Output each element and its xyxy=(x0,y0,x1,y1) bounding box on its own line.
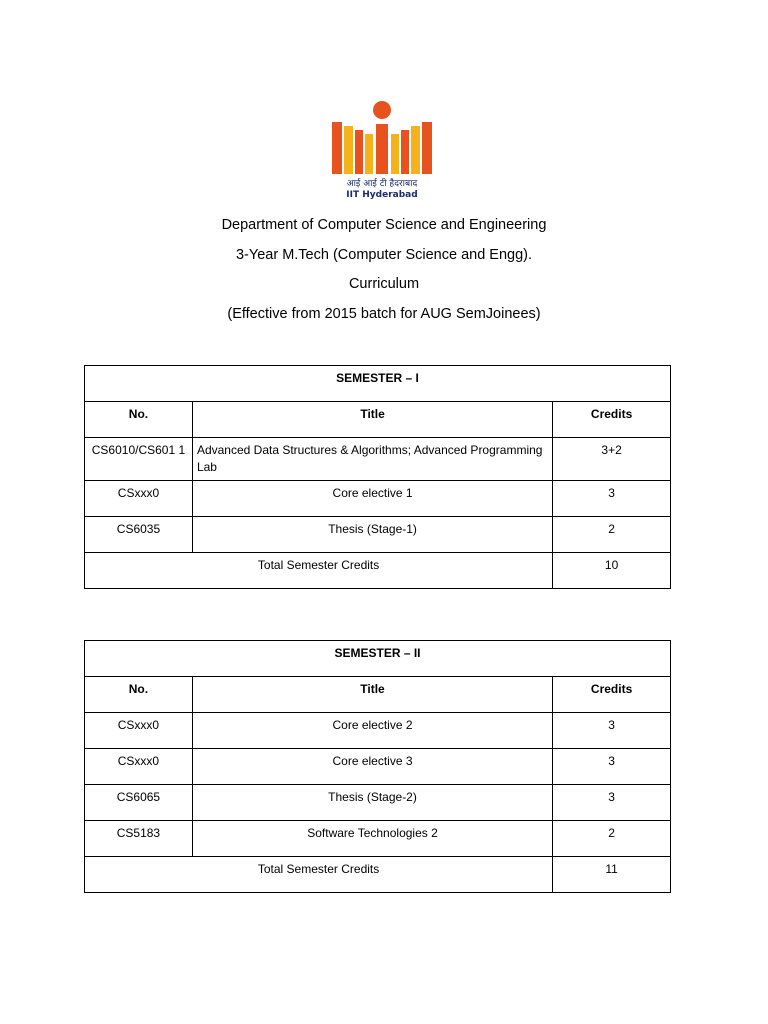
course-title: Advanced Data Structures & Algorithms; Advanced Programming Lab xyxy=(192,438,552,481)
logo-emblem-icon xyxy=(330,100,442,200)
course-credits: 2 xyxy=(553,517,671,553)
table-row xyxy=(85,713,671,749)
total-label: Total Semester Credits xyxy=(85,553,553,589)
table-row xyxy=(85,641,671,677)
course-title: Thesis (Stage-2) xyxy=(192,785,552,821)
table-row xyxy=(85,481,671,517)
course-title: Software Technologies 2 xyxy=(192,821,552,857)
table-header-row xyxy=(85,677,671,713)
table-row xyxy=(85,749,671,785)
semester-title: SEMESTER – II xyxy=(85,641,671,677)
column-header-title: Title xyxy=(192,677,552,713)
total-row xyxy=(85,553,671,589)
course-no: CS6035 xyxy=(85,517,193,553)
logo-caption-hindi: आई आई टी हैदराबाद xyxy=(346,179,418,189)
logo-caption-english: IIT Hyderabad xyxy=(346,190,418,200)
course-no: CSxxx0 xyxy=(85,749,193,785)
course-title: Core elective 2 xyxy=(192,713,552,749)
semester-1-table xyxy=(84,365,671,589)
department-title: Department of Computer Science and Engineering xyxy=(221,217,547,233)
course-no: CS5183 xyxy=(85,821,193,857)
course-credits: 3 xyxy=(553,785,671,821)
table-row xyxy=(85,517,671,553)
column-header-credits: Credits xyxy=(553,677,671,713)
curriculum-title: Curriculum xyxy=(348,276,420,292)
program-title: 3-Year M.Tech (Computer Science and Engg). xyxy=(235,247,533,263)
total-label: Total Semester Credits xyxy=(85,857,553,893)
effective-note: (Effective from 2015 batch for AUG SemJoinees) xyxy=(227,306,541,322)
course-title: Core elective 3 xyxy=(192,749,552,785)
course-credits: 3+2 xyxy=(553,438,671,481)
table-header-row xyxy=(85,402,671,438)
column-header-title: Title xyxy=(192,402,552,438)
total-credits: 10 xyxy=(553,553,671,589)
course-no: CSxxx0 xyxy=(85,481,193,517)
total-row xyxy=(85,857,671,893)
course-title: Core elective 1 xyxy=(192,481,552,517)
column-header-no: No. xyxy=(85,677,193,713)
table-row xyxy=(85,785,671,821)
course-title: Thesis (Stage-1) xyxy=(192,517,552,553)
table-row xyxy=(85,366,671,402)
semester-2-table xyxy=(84,640,671,893)
course-no: CSxxx0 xyxy=(85,713,193,749)
total-credits: 11 xyxy=(553,857,671,893)
table-row xyxy=(85,438,671,481)
course-credits: 2 xyxy=(553,821,671,857)
course-credits: 3 xyxy=(553,749,671,785)
course-credits: 3 xyxy=(553,481,671,517)
iit-hyderabad-logo xyxy=(330,100,442,200)
course-credits: 3 xyxy=(553,713,671,749)
course-no: CS6065 xyxy=(85,785,193,821)
course-no: CS6010/CS601 1 xyxy=(85,438,193,481)
column-header-no: No. xyxy=(85,402,193,438)
table-row xyxy=(85,821,671,857)
column-header-credits: Credits xyxy=(553,402,671,438)
semester-title: SEMESTER – I xyxy=(85,366,671,402)
